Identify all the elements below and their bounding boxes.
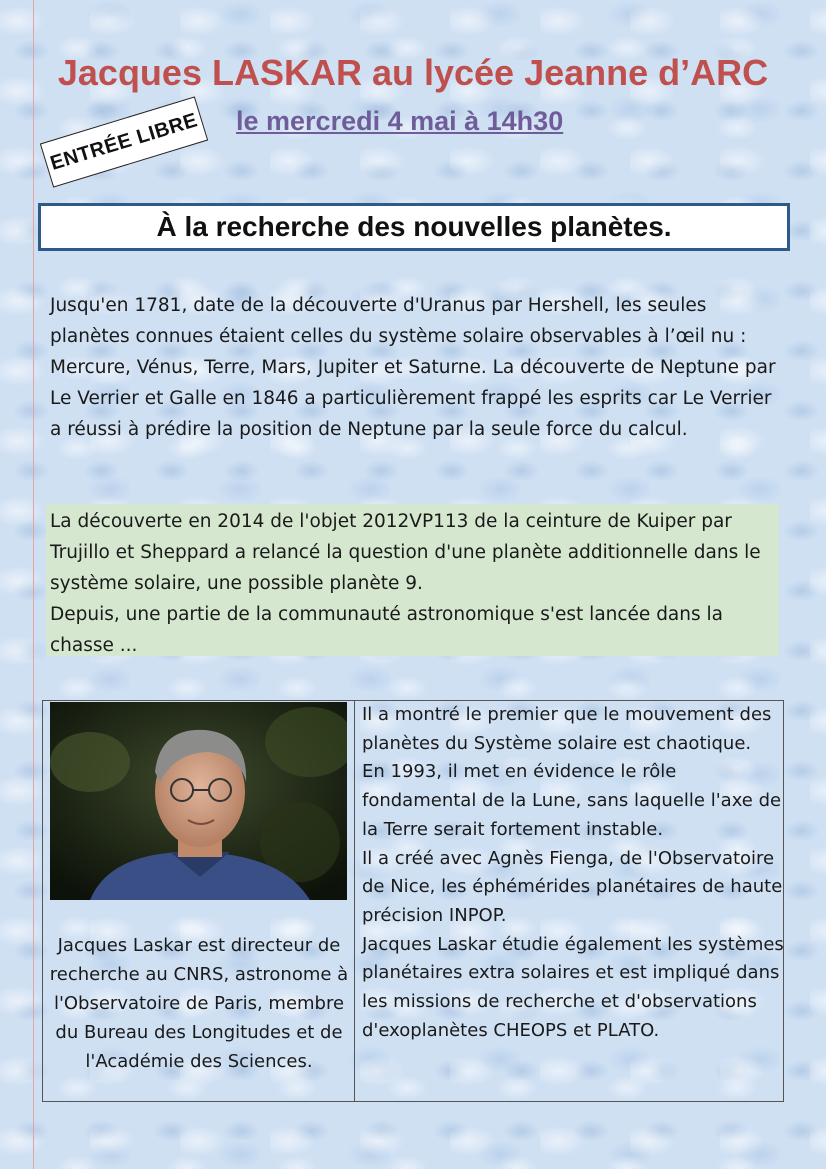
event-date: le mercredi 4 mai à 14h30 <box>236 106 564 136</box>
subtitle: À la recherche des nouvelles planètes. <box>156 211 672 242</box>
detail-line: Il a montré le premier que le mouvement des planètes du Système solaire est chaotique. <box>362 704 772 754</box>
highlight-paragraph <box>50 506 780 661</box>
page-margin-line <box>33 0 34 1169</box>
portrait-photo <box>50 702 347 900</box>
profile-right-cell <box>355 701 783 1101</box>
detail-line: Il a créé avec Agnès Fienga, de l'Observatoire de Nice, les éphémérides planétaires de haute précision INPOP. <box>362 847 783 926</box>
profile-left-cell <box>43 701 355 1101</box>
free-entry-stamp <box>40 96 208 187</box>
profile-table <box>42 700 784 1102</box>
free-entry-label: ENTRÉE LIBRE <box>47 108 201 175</box>
page-title: Jacques LASKAR au lycée Jeanne d’ARC <box>57 52 769 93</box>
detail-line: Jacques Laskar étudie également les systèmes planétaires extra solaires et est impliqué dans les missions de recherche et d'observations d'exoplanètes CHEOPS et PLATO. <box>362 933 784 1041</box>
subtitle-box <box>38 203 790 251</box>
profile-bio: Jacques Laskar est directeur de recherche au CNRS, astronome à l'Observatoire de Paris, membre du Bureau des Longitudes et de l'Académie des Sciences. <box>49 935 349 1072</box>
intro-paragraph: Jusqu'en 1781, date de la découverte d'Uranus par Hershell, les seules planètes connues étaient celles du système solaire observables à l’œil nu : Mercure, Vénus, Terre, Mars, Jupiter et Saturne. La découverte de Neptune par Le Verrier et Galle en 1846 a particulièrement frappé les esprits car Le Verrier a réussi à prédire la position de Neptune par la seule force du calcul. <box>50 295 776 440</box>
highlight-line-2: Depuis, une partie de la communauté astronomique s'est lancée dans la chasse ... <box>50 604 723 656</box>
profile-details <box>362 701 787 1045</box>
highlight-line-1: La découverte en 2014 de l'objet 2012VP113 de la ceinture de Kuiper par Trujillo et Sheppard a relancé la question d'une planète additionnelle dans le système solaire, une possible planète 9. <box>50 511 761 594</box>
detail-line: En 1993, il met en évidence le rôle fondamental de la Lune, sans laquelle l'axe de la Terre serait fortement instable. <box>362 761 782 840</box>
